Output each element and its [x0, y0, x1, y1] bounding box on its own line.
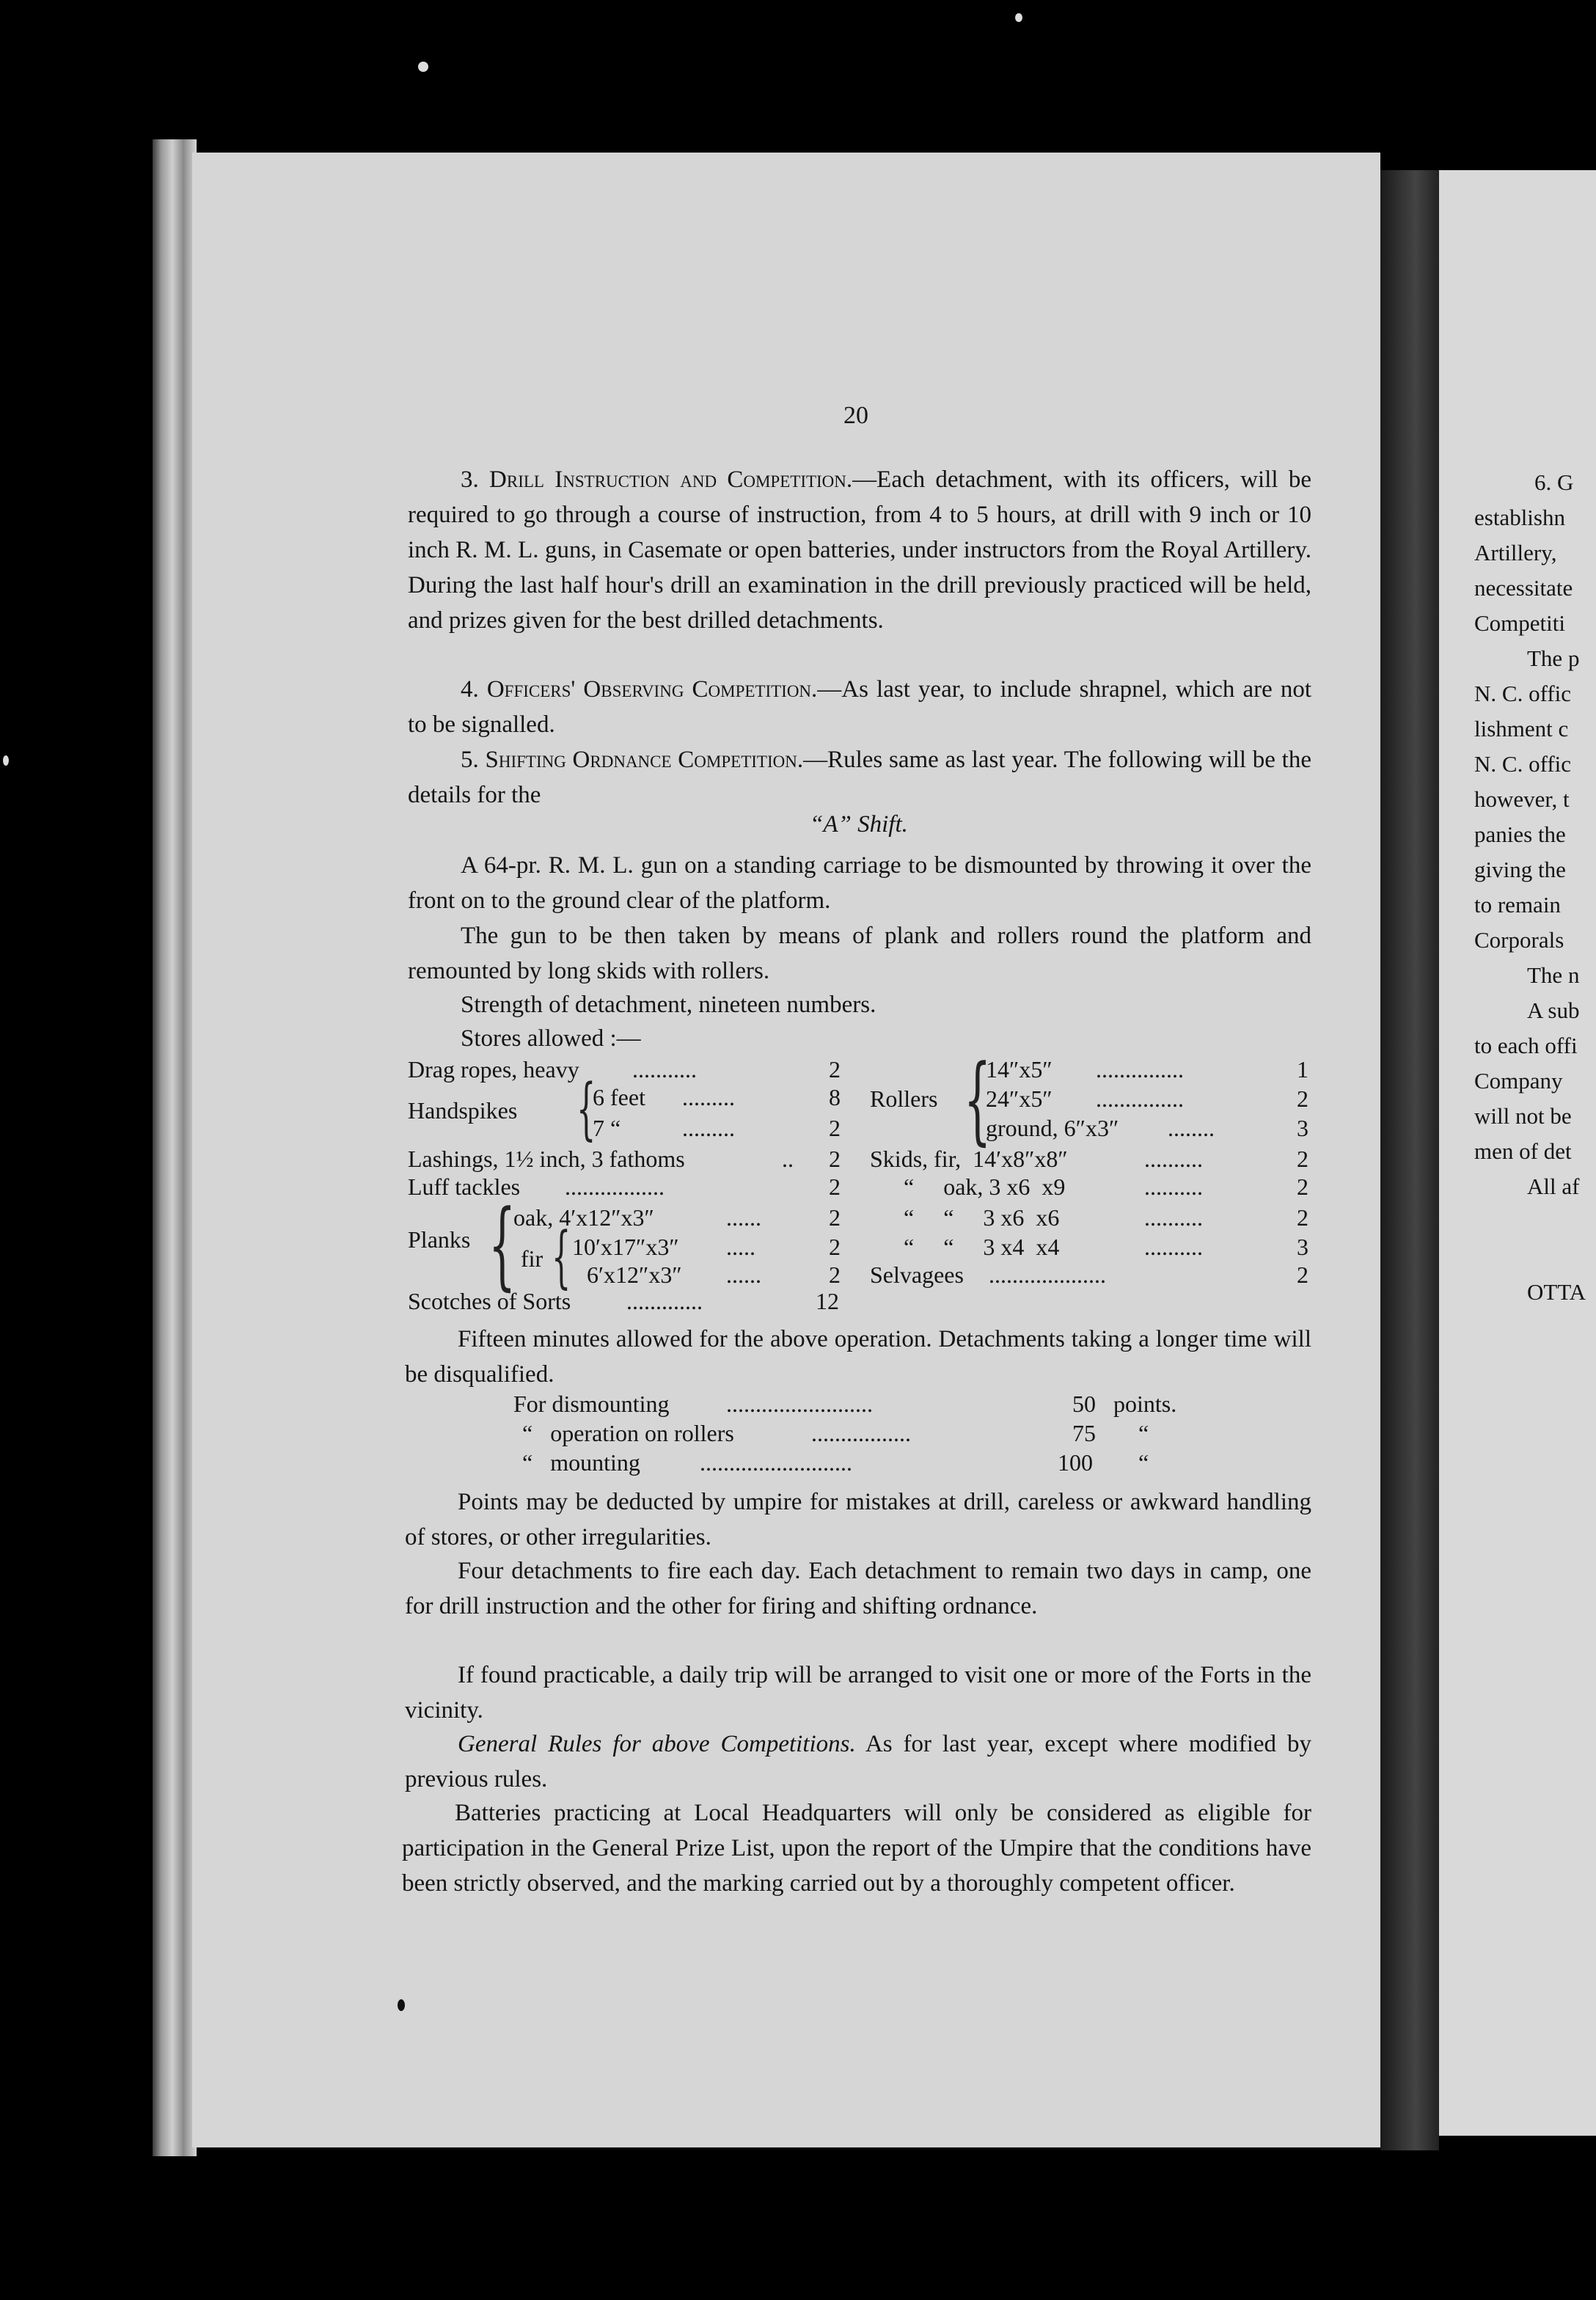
store-sub: 10′x17″x3″ [572, 1234, 679, 1260]
store-sub: ground, 6″x3″ [986, 1115, 1119, 1141]
paragraph-strength: Strength of detachment, nineteen numbers. [461, 992, 876, 1018]
store-qty: 2 [1297, 1204, 1308, 1231]
store-dots: .......... [1144, 1234, 1203, 1260]
store-dots: ..... [726, 1234, 755, 1260]
facing-line: lishment c [1474, 716, 1569, 741]
points-label: For dismounting [513, 1391, 670, 1417]
store-dots: ......... [682, 1115, 735, 1141]
store-dots: .................... [989, 1261, 1106, 1288]
facing-page-fragment [1439, 170, 1596, 2136]
paragraph-text: —Rules same as last year. The following will be the details for the [408, 747, 1311, 808]
store-qty: 2 [829, 1056, 841, 1083]
section-heading: 4. Officers' Observing Competition. [461, 676, 818, 703]
store-label: Scotches of Sorts [408, 1288, 571, 1314]
store-sub: 6′x12″x3″ [587, 1261, 682, 1288]
store-label: Lashings, 1½ inch, 3 fathoms [408, 1146, 685, 1172]
store-qty: 2 [1297, 1173, 1308, 1200]
shift-heading: “A” Shift. [810, 811, 908, 838]
store-dots: ........... [632, 1056, 697, 1083]
paragraph-gun-dismount: A 64-pr. R. M. L. gun on a standing carriage to be dismounted by throwing it over the front on to the ground clear of the platform. [408, 852, 1311, 914]
store-sub: oak, 4′x12″x3″ [513, 1204, 654, 1231]
store-label: Luff tackles [408, 1173, 521, 1200]
store-label: Drag ropes, heavy [408, 1056, 579, 1083]
points-dots: ......................... [726, 1391, 873, 1417]
store-qty: 12 [816, 1288, 839, 1314]
store-qty: 2 [829, 1204, 841, 1231]
facing-line: The n [1527, 962, 1580, 988]
paragraph-drill-instruction [408, 462, 1311, 638]
points-label: “ mounting [522, 1449, 640, 1476]
store-qty: 2 [1297, 1261, 1308, 1288]
store-sub: 7 “ [593, 1115, 621, 1141]
store-label: “ “ 3 x6 x6 [904, 1204, 1060, 1231]
facing-line: establishn [1474, 505, 1565, 530]
points-unit: points. [1113, 1391, 1177, 1417]
store-label: “ “ 3 x4 x4 [904, 1234, 1060, 1260]
paragraph-forts-trip: If found practicable, a daily trip will be arranged to visit one or more of the Forts in the vicinity. [405, 1662, 1311, 1724]
store-dots: ......... [682, 1084, 735, 1110]
brace-glyph: { [576, 1069, 596, 1148]
ink-spot [398, 1999, 405, 2011]
facing-line: N. C. offic [1474, 751, 1572, 777]
points-dots: ................. [811, 1420, 911, 1446]
store-qty: 2 [829, 1234, 841, 1260]
paragraph-observing-competition [408, 672, 1311, 742]
store-label: Handspikes [408, 1097, 518, 1124]
store-dots: .......... [1144, 1173, 1203, 1200]
store-qty: 3 [1297, 1115, 1308, 1141]
store-qty: 2 [829, 1173, 841, 1200]
store-qty: 2 [829, 1146, 841, 1172]
store-sub: 24″x5″ [986, 1085, 1053, 1112]
store-label: Planks [408, 1226, 471, 1253]
points-value: 100 [1058, 1449, 1093, 1476]
facing-line: The p [1527, 645, 1580, 671]
paragraph-deductions: Points may be deducted by umpire for mistakes at drill, careless or awkward handling of stores, or other irregularities. [405, 1489, 1311, 1550]
store-dots: ............. [626, 1288, 703, 1314]
book-spine-edge [153, 139, 197, 2156]
store-label: fir [521, 1245, 543, 1272]
paragraph-text: —Each detachment, with its officers, will be required to go through a course of instruction, from 4 to 5 hours, at drill with 9 inch or 10 inch R. M. L. guns, in Casemate or open batteries, under instructors from the Royal Artillery. During the last half hour's drill an examination in the drill previously practiced will be held, and prizes given for the best drilled detachments. [408, 466, 1311, 634]
facing-line: All af [1527, 1173, 1580, 1199]
store-label: Rollers [870, 1085, 938, 1112]
page-number: 20 [843, 402, 868, 429]
facing-line: panies the [1474, 821, 1566, 847]
facing-line: OTTA [1527, 1279, 1586, 1305]
dust-speck [3, 755, 9, 766]
store-label: Selvagees [870, 1261, 964, 1288]
facing-line: 6. G [1534, 469, 1574, 495]
facing-line: A sub [1527, 997, 1580, 1023]
dust-speck [1015, 13, 1022, 22]
store-qty: 3 [1297, 1234, 1308, 1260]
store-dots: ...... [726, 1204, 761, 1231]
facing-line: to remain [1474, 892, 1561, 918]
facing-line: to each offi [1474, 1033, 1578, 1058]
store-sub: 14″x5″ [986, 1056, 1053, 1083]
store-dots: ........ [1168, 1115, 1215, 1141]
facing-line: N. C. offic [1474, 681, 1572, 706]
store-dots: ............... [1096, 1085, 1184, 1112]
paragraph-general-rules: General Rules for above Competitions. As for last year, except where modified by previous rules. [405, 1731, 1311, 1792]
points-unit: “ [1138, 1420, 1149, 1446]
points-value: 50 [1072, 1391, 1096, 1417]
store-label: Skids, fir, 14′x8″x8″ [870, 1146, 1068, 1172]
brace-glyph: { [964, 1044, 992, 1155]
store-qty: 2 [1297, 1085, 1308, 1112]
points-dots: .......................... [700, 1449, 852, 1476]
points-unit: “ [1138, 1449, 1149, 1476]
paragraph-text: —As last year, to include shrapnel, which are not to be signalled. [408, 676, 1311, 738]
store-dots: ................. [565, 1173, 665, 1200]
paragraph-shifting-ordnance [408, 742, 1311, 813]
brace-glyph: { [488, 1189, 516, 1300]
paragraph-stores-allowed: Stores allowed :— [461, 1025, 641, 1052]
store-qty: 8 [829, 1084, 841, 1110]
facing-line: Company [1474, 1068, 1563, 1094]
store-dots: .. [782, 1146, 794, 1172]
paragraph-gun-remount: The gun to be then taken by means of plank and rollers round the platform and remounted by long skids with rollers. [408, 923, 1311, 984]
store-qty: 2 [829, 1115, 841, 1141]
facing-line: men of det [1474, 1138, 1572, 1164]
store-sub: 6 feet [593, 1084, 645, 1110]
page-gutter [1380, 170, 1439, 2150]
brace-glyph: { [552, 1217, 571, 1296]
dust-speck [418, 62, 428, 72]
paragraph-local-headquarters: Batteries practicing at Local Headquarters will only be considered as eligible for participation in the General Prize List, upon the report of the Umpire that the conditions have been strictly observed, and the marking carried out by a thoroughly competent officer. [402, 1800, 1311, 1897]
store-dots: .......... [1144, 1204, 1203, 1231]
points-label: “ operation on rollers [522, 1420, 734, 1446]
store-qty: 2 [1297, 1146, 1308, 1172]
italic-heading: General Rules for above Competitions. [458, 1731, 856, 1757]
paragraph-time-allowed: Fifteen minutes allowed for the above operation. Detachments taking a longer time will be disqualified. [405, 1326, 1311, 1388]
facing-line: however, t [1474, 786, 1570, 812]
section-heading: 5. Shifting Ordnance Competition. [461, 747, 804, 773]
facing-line: Competiti [1474, 610, 1565, 636]
facing-line: necessitate [1474, 575, 1573, 601]
facing-line: Artillery, [1474, 540, 1557, 565]
points-value: 75 [1072, 1420, 1096, 1446]
store-dots: ...... [726, 1261, 761, 1288]
facing-line: giving the [1474, 857, 1566, 882]
store-dots: .......... [1144, 1146, 1203, 1172]
facing-line: Corporals [1474, 927, 1564, 953]
store-label: “ oak, 3 x6 x9 [904, 1173, 1066, 1200]
paragraph-detachments: Four detachments to fire each day. Each detachment to remain two days in camp, one for drill instruction and the other for firing and shifting ordnance. [405, 1558, 1311, 1619]
facing-line: will not be [1474, 1103, 1572, 1129]
store-qty: 1 [1297, 1056, 1308, 1083]
store-dots: ............... [1096, 1056, 1184, 1083]
store-qty: 2 [829, 1261, 841, 1288]
section-heading: 3. Drill Instruction and Competition. [461, 466, 853, 493]
